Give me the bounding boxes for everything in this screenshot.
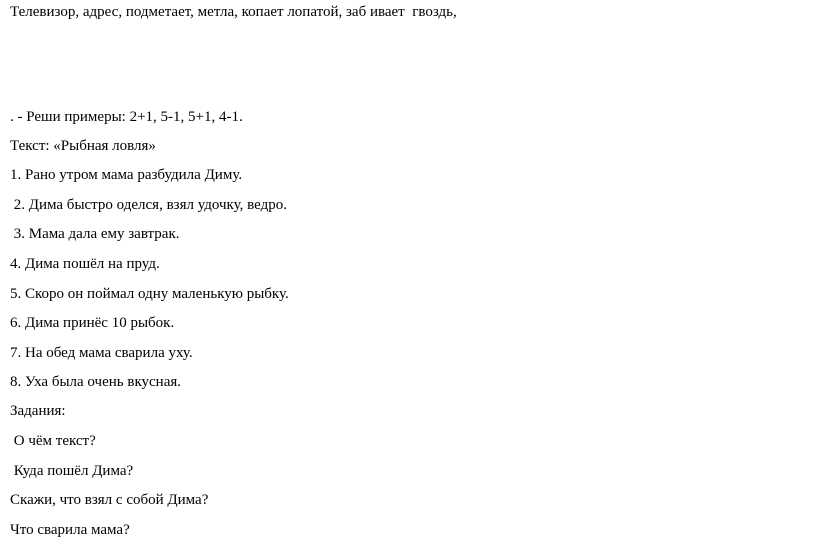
question-4: Что сварила мама? — [10, 522, 130, 538]
question-2: Куда пошёл Дима? — [10, 463, 134, 479]
math-task-line: . - Реши примеры: 2+1, 5-1, 5+1, 4-1. — [10, 109, 243, 125]
sentence-3: 3. Мама дала ему завтрак. — [10, 226, 180, 242]
tasks-heading: Задания: — [10, 403, 66, 419]
sentence-8: 8. Уха была очень вкусная. — [10, 374, 182, 390]
question-3: Скажи, что взял с собой Дима? — [10, 492, 209, 508]
sentence-4: 4. Дима пошёл на пруд. — [10, 256, 160, 272]
text-title: Текст: «Рыбная ловля» — [10, 138, 156, 154]
question-1: О чём текст? — [10, 433, 96, 449]
sentence-1: 1. Рано утром мама разбудила Диму. — [10, 167, 243, 183]
words-line: Телевизор, адрес, подметает, метла, копает лопатой, заб ивает гвоздь, — [10, 4, 457, 20]
sentence-6: 6. Дима принёс 10 рыбок. — [10, 315, 175, 331]
sentence-2: 2. Дима быстро оделся, взял удочку, ведро. — [10, 197, 287, 213]
sentence-5: 5. Скоро он поймал одну маленькую рыбку. — [10, 286, 289, 302]
sentence-7: 7. На обед мама сварила уху. — [10, 345, 193, 361]
